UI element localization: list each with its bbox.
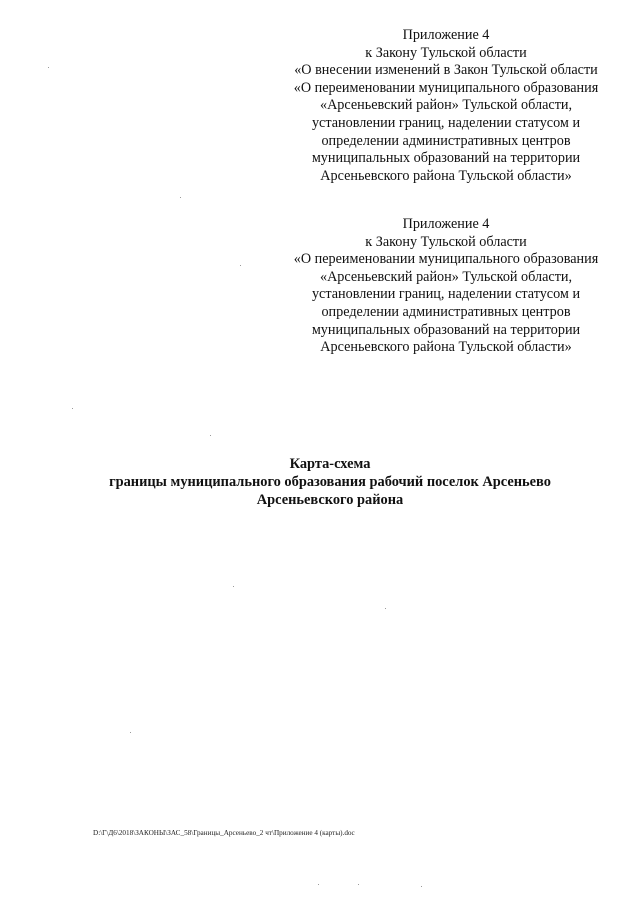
scan-speck (385, 608, 386, 609)
appendix-law-title-line: «О внесении изменений в Закон Тульской области (294, 62, 598, 79)
appendix-law-title-line: установлении границ, наделении статусом и (311, 114, 581, 131)
scan-speck (421, 886, 422, 887)
appendix-law-title-line: муниципальных образований на территории (311, 150, 581, 167)
appendix-law-title-line: муниципальных образований на территории (311, 321, 581, 338)
scan-speck (358, 884, 359, 885)
scan-speck (130, 732, 131, 733)
appendix-law-title-line: определении административных центров (321, 132, 571, 149)
appendix-law-title-line: «О переименовании муниципального образования (293, 251, 599, 268)
scan-speck (233, 586, 234, 587)
document-file-path: D:\Г\Д6\2018\ЗАКОНЫ\ЗАС_58\Границы_Арсеньево_2 чт\Приложение 4 (карты).doc (93, 829, 355, 837)
appendix-header-original-law (268, 216, 624, 357)
map-title-district: Арсеньевского района (256, 492, 404, 508)
appendix-law-title-line: Арсеньевского района Тульской области» (320, 339, 572, 356)
appendix-law-reference: к Закону Тульской области (365, 233, 527, 250)
scan-speck (72, 408, 73, 409)
scan-speck (48, 67, 49, 68)
scan-speck (240, 265, 241, 266)
appendix-header-amending-law (268, 27, 624, 185)
appendix-law-title-line: «О переименовании муниципального образования (293, 79, 599, 96)
scan-speck (180, 197, 181, 198)
appendix-law-title-line: установлении границ, наделении статусом и (311, 286, 581, 303)
appendix-law-title-line: «Арсеньевский район» Тульской области, (319, 97, 573, 114)
appendix-number: Приложение 4 (402, 27, 490, 43)
map-title-subject: границы муниципального образования рабочий поселок Арсеньево (109, 474, 551, 490)
appendix-law-title-line: Арсеньевского района Тульской области» (320, 167, 572, 184)
appendix-law-title-line: «Арсеньевский район» Тульской области, (319, 268, 573, 285)
map-scheme-title (80, 455, 580, 509)
appendix-number: Приложение 4 (402, 216, 490, 232)
map-title-heading: Карта-схема (289, 456, 371, 472)
appendix-law-reference: к Закону Тульской области (365, 44, 527, 61)
appendix-law-title-line: определении административных центров (321, 303, 571, 320)
scan-speck (210, 435, 211, 436)
scan-speck (318, 884, 319, 885)
